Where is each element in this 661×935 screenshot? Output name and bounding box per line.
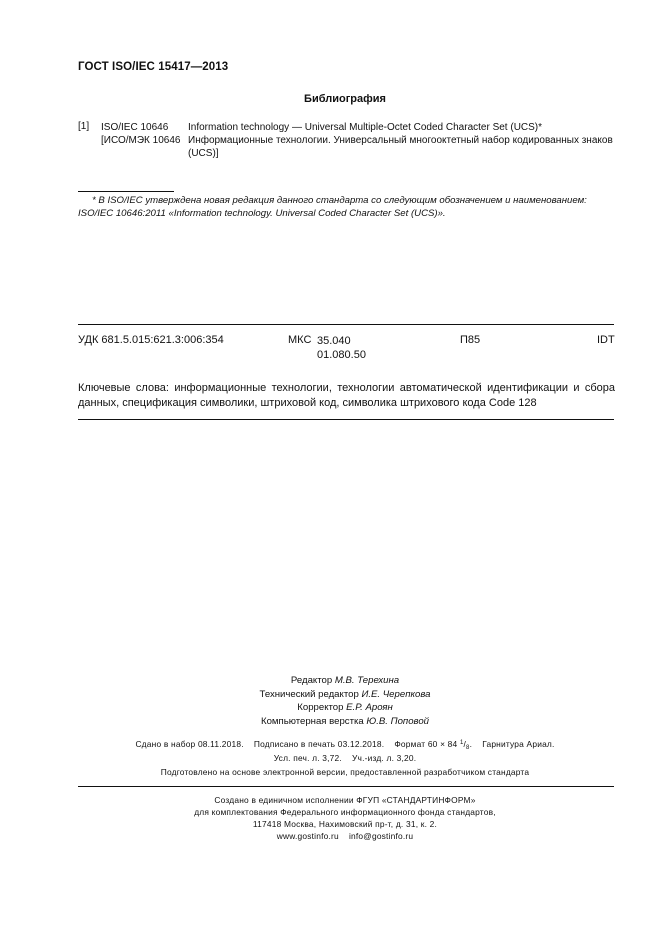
staff-role: Корректор xyxy=(297,702,344,713)
udk-code: УДК 681.5.015:621.3:006:354 xyxy=(78,334,224,346)
mks-code: 35.040 xyxy=(317,335,351,347)
footnote: * В ISO/IEC утверждена новая редакция данного стандарта со следующим обозначением и наименованием: ISO/IEC 10646:2011 «Information technology. Universal Coded Character Set (UCS)». xyxy=(78,195,587,219)
reference-title-en: Information technology — Universal Multiple-Octet Coded Character Set (UCS)* xyxy=(188,122,543,133)
standard-code: ГОСТ ISO/IEC 15417—2013 xyxy=(78,61,229,73)
sent-to-set: Сдано в набор 08.11.2018. xyxy=(135,739,244,749)
prepared-note: Подготовлено на основе электронной версии, предоставленной разработчиком стандарта xyxy=(160,767,530,777)
staff-role: Технический редактор xyxy=(259,688,359,700)
staff-name: Е.Р. Ароян xyxy=(346,702,393,713)
typeface: Гарнитура Ариал. xyxy=(482,739,555,749)
reference-code-ru: [ИСО/МЭК 10646 xyxy=(101,135,181,146)
publisher-info xyxy=(0,794,661,818)
reference-code-en: ISO/IEC 10646 xyxy=(101,122,169,133)
staff-line xyxy=(0,701,661,715)
website-link[interactable]: www.gostinfo.ru xyxy=(276,831,339,841)
sheet-info xyxy=(0,753,661,763)
staff-name: И.Е. Черепкова xyxy=(361,688,431,700)
reference-title xyxy=(188,121,618,160)
bibliography-title: Библиография xyxy=(304,93,386,105)
created-line: Создано в единичном исполнении ФГУП «СТАНДАРТИНФОРМ» xyxy=(214,795,476,805)
mks-label: МКС xyxy=(288,334,312,346)
divider-bottom xyxy=(78,786,614,787)
mks-codes xyxy=(317,334,366,362)
staff-credits xyxy=(0,674,661,728)
publishing-info xyxy=(0,739,661,751)
degree-of-correspondence: IDT xyxy=(597,334,615,346)
mks-code: 01.080.50 xyxy=(317,349,366,361)
okp-code: П85 xyxy=(460,334,481,346)
staff-role: Редактор xyxy=(290,675,333,686)
reference-code xyxy=(101,121,180,147)
address-line: 117418 Москва, Нахимовский пр-т, д. 31, к. 2. xyxy=(252,819,438,829)
footnote-separator xyxy=(78,191,174,192)
divider-top xyxy=(78,324,614,325)
staff-name: Ю.В. Поповой xyxy=(366,715,429,727)
divider-keywords xyxy=(78,419,614,420)
staff-role: Компьютерная верстка xyxy=(261,715,364,727)
publish-sheets: Уч.-изд. л. 3,20. xyxy=(352,753,417,763)
email-link[interactable]: info@gostinfo.ru xyxy=(348,831,414,841)
created-line: для комплектования Федерального информационного фонда стандартов, xyxy=(194,807,496,817)
reference-title-ru: Информационные технологии. Универсальный многооктетный набор кодированных знаков (UCS)] xyxy=(188,135,613,159)
reference-number: [1] xyxy=(78,121,90,132)
contact-line xyxy=(0,830,661,842)
staff-line xyxy=(0,674,661,688)
staff-name: М.В. Терехина xyxy=(334,675,400,686)
keywords: Ключевые слова: информационные технологии, технологии автоматической идентификации и сбора данных, спецификация символики, штриховой код, символика штрихового кода Code 128 xyxy=(78,382,615,409)
print-sheets: Усл. печ. л. 3,72. xyxy=(273,753,342,763)
signed-to-print: Подписано в печать 03.12.2018. xyxy=(253,739,385,749)
page-format: Формат 60 × 84 $^1/_8$. xyxy=(394,739,473,751)
staff-line xyxy=(0,715,661,729)
staff-line xyxy=(0,688,661,702)
publisher-address xyxy=(0,818,661,842)
